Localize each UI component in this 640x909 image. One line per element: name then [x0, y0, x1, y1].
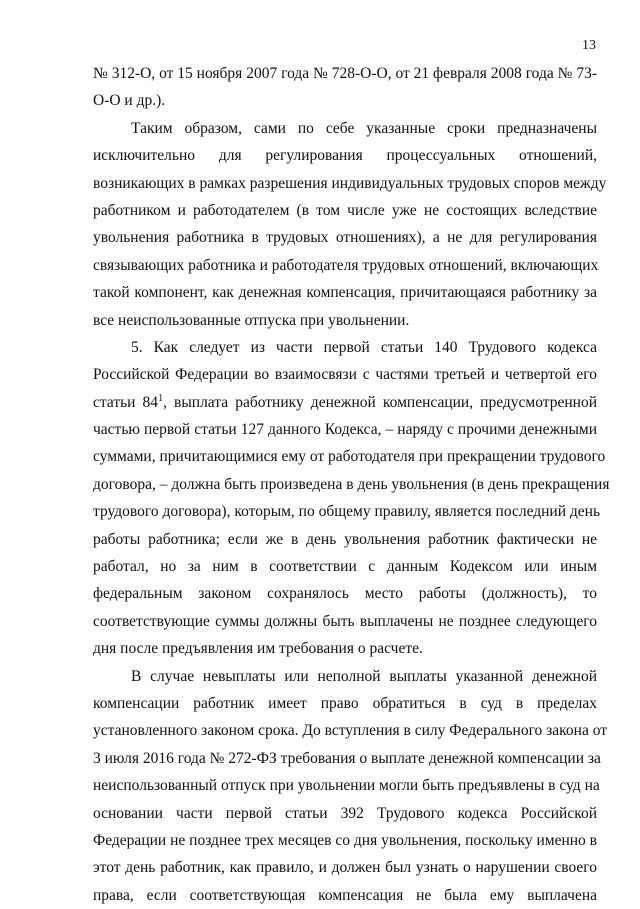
text-line: 3 июля 2016 года № 272-ФЗ требования о выплате денежной компенсации за [93, 749, 601, 767]
text-line: Федерации не позднее трех месяцев со дня увольнения, поскольку именно в [93, 831, 597, 849]
text-line: О-О и др.). [93, 92, 166, 110]
text-fragment: статьи 84 [93, 393, 159, 411]
text-line: Российской Федерации во взаимосвязи с частями третьей и четвертой его [93, 366, 597, 384]
text-line: В случае невыплаты или неполной выплаты указанной денежной [131, 667, 597, 685]
text-line: договора, – должна быть произведена в день увольнения (в день прекращения [93, 475, 610, 493]
text-line: соответствующие суммы должны быть выплачены не позднее следующего [93, 612, 597, 630]
text-line: увольнения работника в трудовых отношениях), а не для регулирования [93, 229, 597, 247]
text-line: возникающих в рамках разрешения индивидуальных трудовых споров между [93, 174, 607, 192]
document-body [93, 60, 610, 909]
paragraph-1 [93, 60, 597, 115]
text-line: дня после предъявления им требования о расчете. [93, 640, 423, 658]
text-line: связывающих работника и работодателя трудовых отношений, включающих [93, 256, 599, 274]
page-number: 13 [582, 38, 596, 53]
text-line: этот день работник, как правило, и должен был узнать о нарушении своего [93, 859, 597, 877]
text-line: установленного законом срока. До вступления в силу Федерального закона от [93, 722, 608, 740]
text-line: работал, но за ним в соответствии с данным Кодексом или иным [93, 558, 597, 576]
text-line: работником и работодателем (в том числе уже не состоящих вследствие [93, 201, 597, 219]
text-line-with-footnote [93, 389, 597, 416]
text-line: № 312-О, от 15 ноября 2007 года № 728-О-О, от 21 февраля 2008 года № 73- [93, 65, 597, 82]
text-line: права, если соответствующая компенсация не была ему выплачена [93, 886, 597, 904]
text-line: все неиспользованные отпуска при увольнении. [93, 311, 410, 329]
text-line: 5. Как следует из части первой статьи 140 Трудового кодекса [131, 338, 597, 356]
text-line: трудового договора), которым, по общему правилу, является последний день [93, 503, 601, 521]
footnote-marker: 1 [158, 392, 164, 404]
text-line: исключительно для регулирования процессуальных отношений, [93, 147, 597, 165]
paragraph-3 [93, 334, 610, 663]
text-line: работы работника; если же в день увольнения работник фактически не [93, 530, 597, 548]
text-line: федеральным законом сохранялось место работы (должность), то [93, 585, 597, 603]
paragraph-2 [93, 115, 607, 334]
text-fragment: , выплата работнику денежной компенсации, предусмотренной [163, 393, 597, 411]
text-line: суммами, причитающимися ему от работодателя при прекращении трудового [93, 448, 606, 466]
text-line: неиспользованный отпуск при увольнении могли быть предъявлены в суд на [93, 777, 600, 795]
text-line: Таким образом, сами по себе указанные сроки предназначены [131, 119, 597, 137]
paragraph-4 [93, 663, 608, 909]
text-line: основании части первой статьи 392 Трудового кодекса Российской [93, 804, 597, 822]
text-line: такой компонент, как денежная компенсация, причитающаяся работнику за [93, 284, 597, 302]
text-line: частью первой статьи 127 данного Кодекса, – наряду с прочими денежными [93, 421, 597, 439]
text-line: компенсации работник имеет право обратиться в суд в пределах [93, 694, 597, 712]
